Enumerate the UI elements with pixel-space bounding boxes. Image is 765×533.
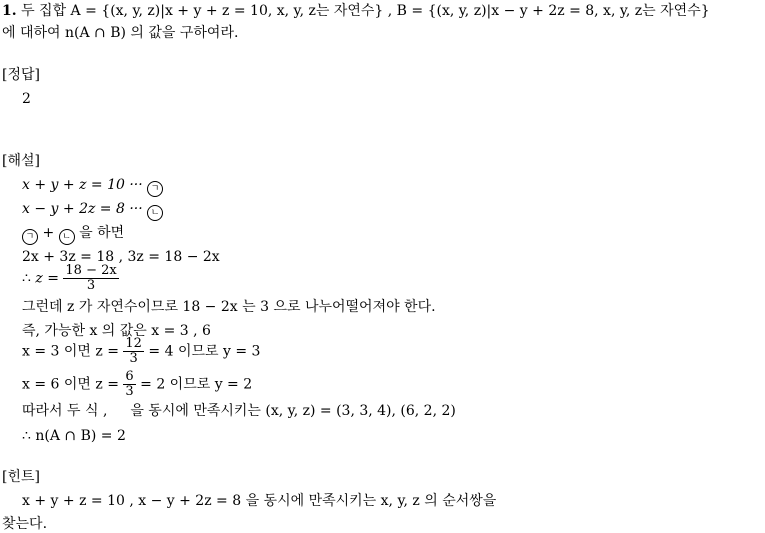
solution-z-fraction: [22, 264, 119, 293]
plus-sign: +: [42, 225, 55, 241]
solution-heading: [해설]: [2, 153, 40, 169]
fraction-numerator: 12: [125, 336, 142, 351]
solution-step-7: 즉, 가능한 x 의 값은 x = 3 , 6: [22, 323, 211, 339]
step-8a: x = 3 이면 z =: [22, 343, 119, 360]
step-10b: 을 동시에 만족시키는 (x, y, z) = (3, 3, 4), (6, 2, 2): [130, 403, 456, 419]
fraction-denominator: 3: [86, 278, 96, 293]
z-equals: z =: [35, 270, 59, 287]
solution-step-4: 2x + 3z = 18 , 3z = 18 − 2x: [22, 249, 220, 265]
therefore-symbol: ∴: [22, 270, 31, 287]
solution-final: ∴ n(A ∩ B) = 2: [22, 428, 126, 444]
hint-line-2: 찾는다.: [2, 516, 48, 532]
fraction-12-3: [123, 337, 144, 366]
solution-step-6: 그런데 z 가 자연수이므로 18 − 2x 는 3 으로 나누어떨어져야 한다.: [22, 299, 436, 315]
hint-heading: [힌트]: [2, 469, 40, 485]
eq-2-text: x − y + 2z = 8 ···: [22, 201, 148, 217]
problem-line-2: 에 대하여 n(A ∩ B) 의 값을 구하여라.: [2, 25, 239, 41]
circle-giyeok-icon: ㄱ: [22, 229, 38, 245]
problem-text-1: 두 집합 A = {(x, y, z)|x + y + z = 10, x, y, z는 자연수} , B = {(x, y, z)|x − y + 2z = 8, x, y, z는 자연수}: [21, 3, 710, 19]
fraction-denominator: 3: [129, 351, 138, 366]
sum-text: 을 하면: [79, 225, 125, 241]
hint-line-1: x + y + z = 10 , x − y + 2z = 8 을 동시에 만족시키는 x, y, z 의 순서쌍을: [22, 493, 497, 509]
circle-nieun-icon: ㄴ: [147, 205, 163, 221]
fraction-numerator: 18 − 2x: [65, 263, 117, 278]
solution-step-10: [22, 402, 456, 420]
solution-eq-1: [22, 176, 163, 197]
problem-number: 1.: [2, 3, 17, 19]
solution-sum-line: [22, 224, 124, 245]
circle-giyeok-icon: ㄱ: [147, 181, 163, 197]
answer-value: 2: [22, 91, 31, 107]
answer-heading: [정답]: [2, 67, 40, 83]
step-8b: = 4 이므로 y = 3: [148, 343, 261, 360]
step-9b: = 2 이므로 y = 2: [140, 376, 253, 393]
circle-nieun-icon: ㄴ: [59, 229, 75, 245]
fraction-z: [63, 264, 118, 293]
eq-1-text: x + y + z = 10 ···: [22, 177, 148, 193]
solution-step-8: [22, 337, 260, 366]
problem-line-1: [2, 2, 710, 20]
step-10a: 따라서 두 식 ,: [22, 403, 108, 419]
fraction-numerator: 6: [125, 369, 134, 384]
solution-eq-2: [22, 200, 163, 221]
fraction-6-3: [123, 370, 135, 399]
fraction-denominator: 3: [125, 384, 134, 399]
step-9a: x = 6 이면 z =: [22, 376, 119, 393]
solution-step-9: [22, 370, 252, 399]
